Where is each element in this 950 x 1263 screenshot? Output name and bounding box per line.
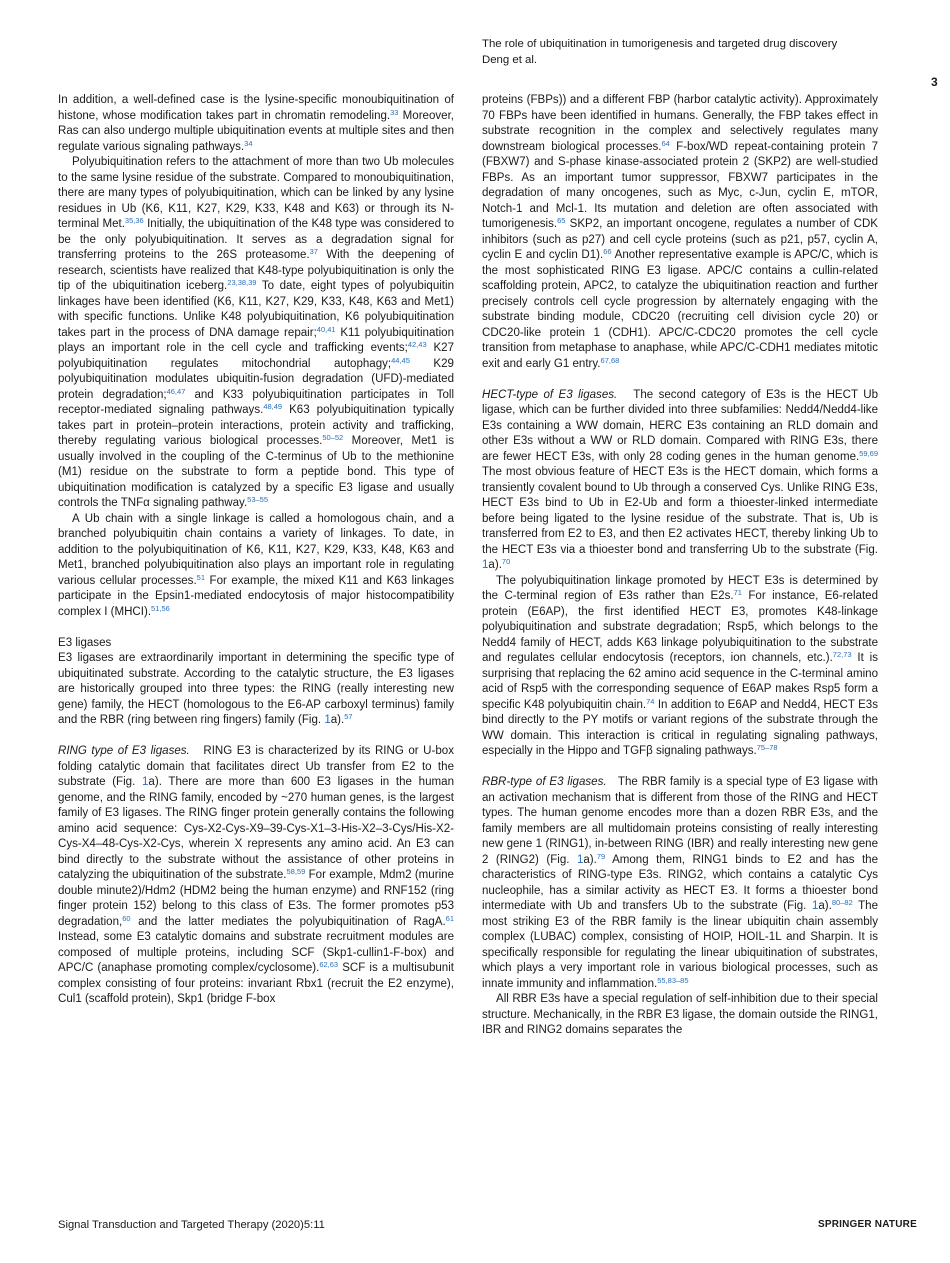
citation[interactable]: 51 (196, 572, 206, 582)
amino-acid-sequence: Cys-X2-Cys-X9–39-Cys-X1–3-His-X2–3-Cys/His-X2-Cys-X4–48-Cys-X2-Cys (58, 822, 454, 850)
citation[interactable]: 70 (501, 557, 511, 566)
citation[interactable]: 50–52 (322, 433, 344, 442)
citation[interactable]: 58,59 (286, 867, 306, 876)
figure-link[interactable]: 1 (324, 714, 331, 726)
citation[interactable]: 53–55 (247, 495, 269, 504)
paragraph: HECT-type of E3 ligases. The second category of E3s is the HECT Ub ligase, which can be further divided into three subfamilies: Nedd4/Nedd4-like E3s containing a WW domain, HERC E3s containing an RLD domain and other E3s without a WW or RLD domain. Compared with RING E3s, there are fewer HECT E3s, with only 28 coding genes in the human genome.$^{59,69}$ The most obvious feature of HECT E3s is the HECT domain, which forms a transiently covalent bound to Ub through a conserved Cys. Unlike RING E3s, HECT E3s bind to Ub in E2-Ub and form a thioester-linked intermediate before being ligated to the lysine residue of the substrate. That is, Ub is transferred from E2 to E3, and then E2 activates HECT, thereby linking Ub to the HECT E3s via a thioester bond and transferring Ub to the substrate (Fig. 1a).$^{70}$ (482, 388, 882, 571)
citation[interactable]: 60 (122, 913, 131, 923)
citation[interactable]: 46,47 (166, 386, 186, 396)
citation[interactable]: 42,43 (407, 340, 427, 349)
section-heading: E3 ligases (58, 636, 112, 649)
running-header (482, 37, 902, 68)
figure-link[interactable]: 1 (482, 559, 489, 571)
citation[interactable]: 34 (244, 138, 253, 148)
figure-link[interactable]: 1 (576, 853, 584, 866)
header-title: The role of ubiquitination in tumorigenesis and targeted drug discovery (482, 38, 838, 50)
citation[interactable]: 79 (596, 851, 606, 861)
page-number: 3 (931, 75, 938, 89)
left-column (58, 93, 458, 1008)
right-column (482, 93, 882, 1039)
footer-journal: Signal Transduction and Targeted Therapy (2020)5:11 (58, 1219, 325, 1231)
subsection-heading: HECT-type of E3 ligases. (482, 388, 618, 401)
subsection-heading: RBR-type of E3 ligases. (482, 776, 607, 788)
citation[interactable]: 62,63 (319, 960, 339, 969)
figure-link[interactable]: 1 (811, 900, 819, 912)
paragraph: Polyubiquitination refers to the attachment of more than two Ub molecules to the same lysine residue of the substrate. Compared to monoubiquitination, there are many types of polyubiquitination, which can be linked by any lysine residues in Ub (K6, K11, K27, K29, K33, K48 and K63) or through its N-terminal Met.$^{35,36}$ Initially, the ubiquitination of the K48 type was considered to be the only polyubiquitination. It serves as a degradation signal for transferring proteins to the 26S proteasome.$^{37}$ With the deepening of research, scientists have realized that K48-type polyubiquitination is only the tip of the ubiquitination iceberg.$^{23,38,39}$ To date, eight types of polyubiquitin linkages have been identified (K6, K11, K27, K29, K33, K48, K63 and Met1) with specific functions. Unlike K48 polyubiquitination, K6 polyubiquitination takes part in the process of DNA damage repair;$^{40,41}$ K11 polyubiquitination plays an important role in the cell cycle and trafficking events;$^{42,43}$ K27 polyubiquitination regulates mitochondrial autophagy;$^{44,45}$ K29 polyubiquitination modulates ubiquitin-fusion degradation (UFD)-mediated protein degradation;$^{46,47}$ and K33 polyubiquitination participates in Toll receptor-mediated signaling pathways.$^{48,49}$ K63 polyubiquitination typically takes part in protein–protein interactions, protein activity and trafficking, thereby regulating various biological processes.$^{50-52}$ Moreover, Met1 is usually involved in the coupling of the C-terminus of Ub to the methionine (M1) residue on the substrate to form a peptide bond. This type of ubiquitination modification is catalyzed by a specific E3 ligase and usually controls the TNFα signaling pathway.$^{53-55}$ (58, 156, 455, 509)
paragraph: The polyubiquitination linkage promoted by HECT E3s is determined by the C-terminal region of E3s rather than E2s.$^{71}$ For instance, E6-related protein (E6AP), the first identified HECT E3, promotes K48-linkage polyubiquitination and substrate degradation; Rsp5, which belongs to the Nedd4 family of HECT, adds K63 linkage polyubiquitination to the substrate and regulates cellular endocytosis (receptors, ion channels, etc.).$^{72,73}$ It is surprising that replacing the 62 amino acid sequence in the C-terminal amino acid of Rsp5 with the corresponding sequence of E6AP makes Rsp5 form a specific K48 polyubiquitin chain.$^{74}$ In addition to E6AP and Nedd4, HECT E3s bind directly to the PY motifs or variant regions of the substrate through the WW domain. This interaction is critical in regulating signaling pathways, especially in the Hippo and TGFβ signaling pathways.$^{75-78}$ (482, 574, 879, 757)
paragraph: In addition, a well-defined case is the lysine-specific monoubiquitination of histone, whose modification takes part in chromatin remodeling.$^{33}$ Moreover, Ras can also undergo multiple ubiquitination events at multiple sites and then regulate various signaling pathways.$^{34}$ (58, 94, 454, 153)
citation[interactable]: 71 (733, 588, 742, 597)
citation[interactable]: 59,69 (859, 448, 878, 458)
citation[interactable]: 61 (445, 913, 454, 923)
citation[interactable]: 74 (646, 696, 655, 706)
citation[interactable]: 80–82 (831, 898, 853, 907)
citation[interactable]: 48,49 (263, 402, 283, 411)
citation[interactable]: 66 (603, 247, 612, 256)
paragraph: A Ub chain with a single linkage is called a homologous chain, and a branched polyubiquitin chain contains a variety of linkages. To date, in addition to the polyubiquitination of K6, K11, K27, K29, K33, K48, K63 and Met1, branched polyubiquitination also plays an important role in regulating various cellular processes.$^{51}$ For example, the mixed K11 and K63 linkages participate in the Epsin1-mediated endocytosis of major histocompatibility complex I (MHCI).$^{51,56}$ (58, 512, 454, 618)
paragraph: RBR-type of E3 ligases. The RBR family is a special type of E3 ligase with an activation mechanism that is different from those of the RING and HECT types. The human genome encodes more than a dozen RBR E3s, and the family members are all multidomain proteins consisting of really interesting new gene 1 (RING1), in-between RING (IBR) and really interesting new gene 2 (RING2) (Fig. 1a).$^{79}$ Among them, RING1 binds to E2 and has the characteristics of RING-type E3s. RING2, which contains a catalytic Cys nucleophile, has a similar activity as HECT E3. It forms a thioester bond intermediate with Ub and transfers Ub to the substrate (Fig. 1a).$^{80-82}$ The most striking E3 of the RBR family is the linear ubiquitin chain assembly complex (LUBAC) complex, consisting of HOIP, HOIL-1L and Sharpin. It is specifically responsible for regulating the linear ubiquitination of substrates, which plays a very important role in various biological processes, such as innate immunity and inflammation.$^{55,83-85}$ (482, 776, 882, 990)
paragraph: E3 ligases are extraordinarily important in determining the specific type of ubiquitinated substrate. According to the catalytic structure, the E3 ligases are historically grouped into three types: the RING (really interesting new gene) family, the HECT (homologous to the E6-AP carboxyl terminus) family and the RBR (ring between ring fingers) family (Fig. 1a).$^{57}$ (58, 652, 454, 726)
citation[interactable]: 51,56 (151, 603, 170, 613)
citation[interactable]: 75–78 (756, 743, 778, 752)
citation[interactable]: 23,38,39 (227, 278, 257, 287)
citation[interactable]: 44,45 (391, 355, 410, 365)
citation[interactable]: 33 (390, 107, 399, 117)
paragraph: RING type of E3 ligases. RING E3 is characterized by its RING or U-box folding catalytic domain that facilitates direct Ub transfer from E2 to the substrate (Fig. 1a). There are more than 600 E3 ligases in the human genome, and the RING family, encoded by ~270 human genes, is the largest family of E3 ligases. The RING finger protein generally contains the following amino acid sequence: Cys-X2-Cys-X9–39-Cys-X1–3-His-X2–3-Cys/His-X2-Cys-X4–48-Cys-X2-Cys, wherein X represents any amino acid. An E3 can bind directly to the substrate without the assistance of other proteins in catalyzing the ubiquitination of the substrate.$^{58,59}$ For example, Mdm2 (murine double minute2)/Hdm2 (HDM2 being the human enzyme) and RNF152 (ring finger protein 152) belong to this class of E3s. The former promotes p53 degradation,$^{60}$ and the latter mediates the polyubiquitination of RagA.$^{61}$ Instead, some E3 catalytic domains and substrate recruitment modules are composed of multiple proteins, including SCF (Skp1-cullin1-F-box) and APC/C (anaphase promoting complex/cyclosome).$^{62,63}$ SCF is a multisubunit complex consisting of four proteins: invariant Rbx1 (recruit the E2 enzyme), Cul1 (scaffold protein), Skp1 (bridge F-box (58, 745, 458, 1005)
publisher-logo: SPRINGER NATURE (818, 1219, 917, 1230)
citation[interactable]: 35,36 (124, 216, 144, 225)
citation[interactable]: 65 (557, 216, 566, 225)
header-authors: Deng et al. (482, 53, 538, 66)
subsection-heading: RING type of E3 ligases. (58, 745, 190, 757)
paragraph: proteins (FBPs)) and a different FBP (harbor catalytic activity). Approximately 70 FBPs have been identified in humans. Generally, the FBP takes effect in substrate recognition in the complex and selectively regulates many downstream biological processes.$^{64}$ F-box/WD repeat-containing protein 7 (FBXW7) and S-phase kinase-associated protein 2 (SKP2) are well-studied FBPs. As an important tumor suppressor, FBXW7 participates in the degradation of many oncogenes, such as Myc, c-Jun, cyclin E, mTOR, Notch-1 and Mcl-1. Its mutation and deletion are often associated with tumorigenesis.$^{65}$ SKP2, an important oncogene, regulates a number of CDK inhibitors (such as p27) and cell cycle proteins (such as p21, p57, cyclin A, cyclin E and cyclin D1).$^{66}$ Another representative example is APC/C, which is the most sophisticated RING E3 ligase. APC/C contains a cullin-related scaffolding protein, APC2, to catalyze the ubiquitination reaction and further precisely controls cell cycle progression by alternately engaging with the substrate binding module, CDC20 (recruiting cell division cycle 20) or CDC20-like protein 1 (CDH1). APC/C-CDC20 promotes the cell cycle transition from metaphase to anaphase, while APC/C-CDH1 mediates mitotic exit and early G1 entry.$^{67,68}$ (482, 94, 878, 370)
paragraph: All RBR E3s have a special regulation of self-inhibition due to their special structure. Mechanically, in the RBR E3 ligase, the domain outside the RING1, IBR and RING2 domains separates the (482, 993, 878, 1036)
citation[interactable]: 72,73 (832, 650, 852, 659)
citation[interactable]: 40,41 (316, 324, 336, 334)
citation[interactable]: 57 (344, 712, 353, 721)
citation[interactable]: 67,68 (600, 355, 620, 365)
figure-link[interactable]: 1 (142, 776, 149, 788)
citation[interactable]: 37 (309, 247, 318, 256)
citation[interactable]: 64 (661, 138, 670, 148)
citation[interactable]: 55,83–85 (657, 975, 689, 985)
